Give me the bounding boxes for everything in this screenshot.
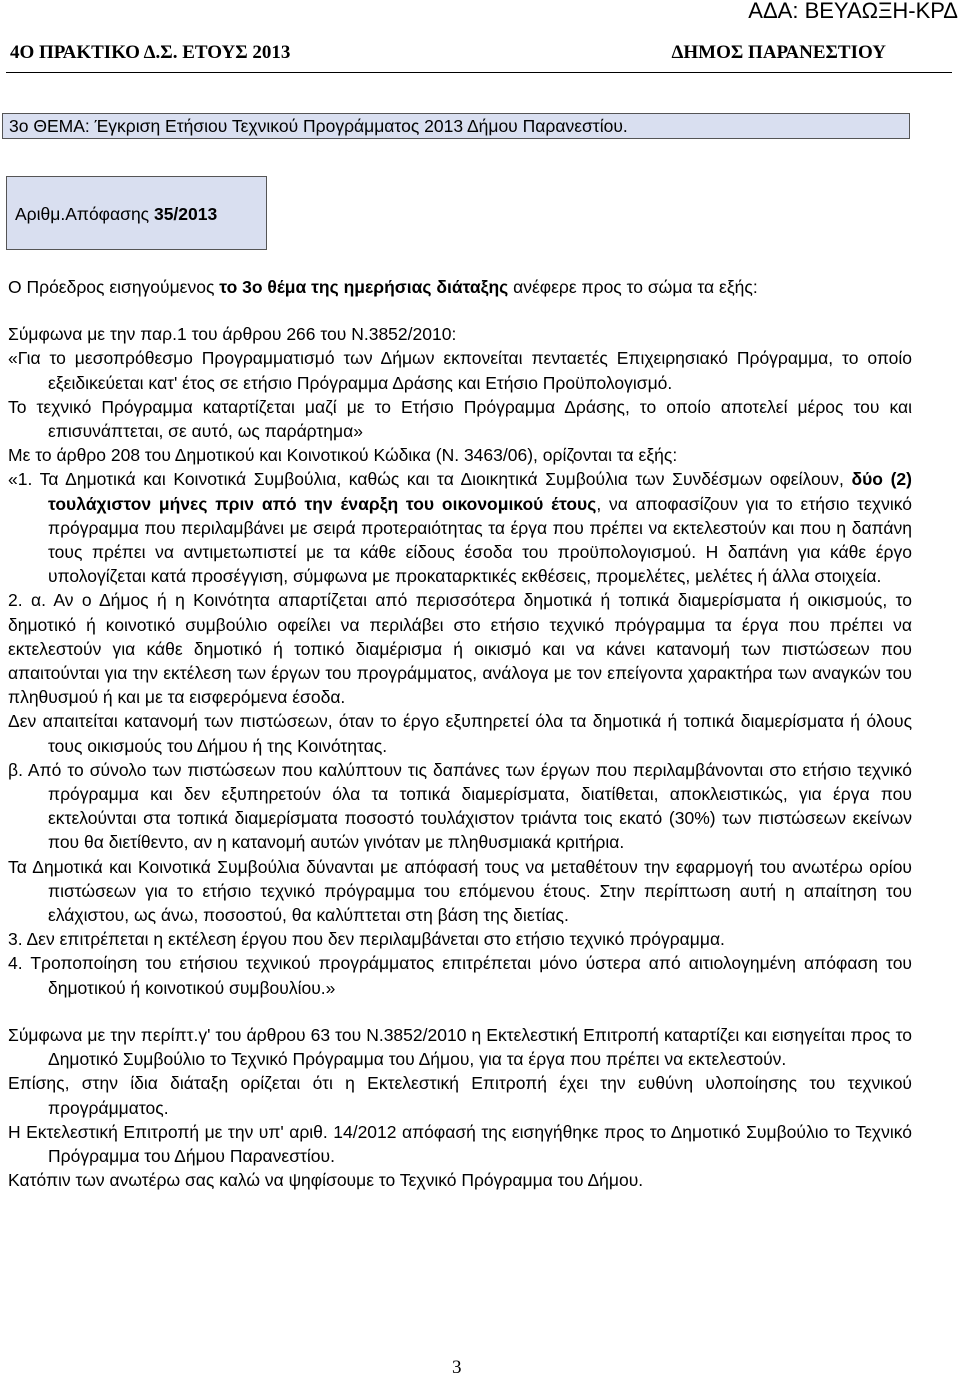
topic-box: 3ο ΘΕΜΑ: Έγκριση Ετήσιου Τεχνικού Προγράμματος 2013 Δήμου Παρανεστίου. xyxy=(2,113,910,139)
document-body xyxy=(8,275,912,1192)
item-1-text-bold: δύο (2) τουλάχιστον μήνες πριν από την έναρξη του οικονομικού έτους xyxy=(48,469,912,514)
intro-paragraph xyxy=(8,275,912,299)
paragraph-article-63: Σύμφωνα με την περίπτ.γ' του άρθρου 63 του Ν.3852/2010 η Εκτελεστική Επιτροπή καταρτίζει και εισηγείται προς το Δημοτικό Συμβούλιο το Τεχνικό Πρόγραμμα του Δήμου, για τα έργα που πρέπει να εκτελεστούν. xyxy=(8,1024,912,1070)
ada-code: ΑΔΑ: ΒΕΥΑΩΞΗ-ΚΡΔ xyxy=(748,0,958,23)
paragraph-item-3: 3. Δεν επιτρέπεται η εκτέλεση έργου που δεν περιλαμβάνεται στο ετήσιο τεχνικό πρόγραμμα. xyxy=(8,929,725,950)
intro-text-a: Ο Πρόεδρος εισηγούμενος xyxy=(8,277,220,297)
paragraph-item-4: 4. Τροποποίηση του ετήσιου τεχνικού προγράμματος επιτρέπεται μόνο ύστερα από αιτιολογημένη απόφαση του δημοτικού ή κοινοτικού συμβουλίου.» xyxy=(8,953,912,998)
item-1-text-c: , να αποφασίζουν για το ετήσιο τεχνικό πρόγραμμα που περιλαμβάνει με σειρά προτεραιότητας τα έργα που πρέπει να εκτελεστούν και που η δαπάνη τους πρέπει να αντιμετωπιστεί με τα κάθε είδους έσοδα του προϋπολογισμού. Η δαπάνη για κάθε έργο υπολογίζεται κατά προσέγγιση, σύμφωνα με προκαταρκτικές εκθέσεις, προμελέτες, μελέτες ή άλλα στοιχεία. xyxy=(48,493,912,587)
paragraph-law-ref: Σύμφωνα με την παρ.1 του άρθρου 266 του Ν.3852/2010: xyxy=(8,324,457,345)
paragraph-no-allocation: Δεν απαιτείται κατανομή των πιστώσεων, όταν το έργο εξυπηρετεί όλα τα δημοτικά ή τοπικά διαμερίσματα ή όλους τους οικισμούς του Δήμου ή της Κοινότητας. xyxy=(8,711,912,756)
paragraph-item-2a: 2. α. Αν ο Δήμος ή η Κοινότητα απαρτίζεται από περισσότερα δημοτικά ή τοπικά διαμερίσματα ή οικισμούς, το δημοτικό ή κοινοτικό συμβούλιο οφείλει να περιλάβει στο ετήσιο τεχνικό πρόγραμμα τα έργα που πρέπει να εκτελεστούν για κάθε δημοτικό ή τοπικό διαμέρισμα ή οικισμό και να κάνει κατανομή των πιστώσεων που απαιτούνται για την εκτέλεση των έργων του προγράμματος, ανάλογα με τον επείγοντα χαρακτήρα των αναγκών του πληθυσμού ή και με τα εισφερόμενα έσοδα. xyxy=(8,590,912,708)
paragraph-committee-decision: Η Εκτελεστική Επιτροπή με την υπ' αριθ. 14/2012 απόφασή της εισηγήθηκε προς το Δημοτικό Συμβούλιο το Τεχνικό Πρόγραμμα του Δήμου Παρανεστίου. xyxy=(8,1121,912,1166)
item-1-text-a: «1. Τα Δημοτικά και Κοινοτικά Συμβούλια, καθώς και τα Διοικητικά Συμβούλια των Συνδέσμων οφείλουν, xyxy=(8,469,852,490)
paragraph-responsibility: Επίσης, στην ίδια διάταξη ορίζεται ότι η Εκτελεστική Επιτροπή έχει την ευθύνη υλοποίησης του τεχνικού προγράμματος. xyxy=(8,1073,912,1118)
paragraph-quote-1: «Για το μεσοπρόθεσμο Προγραμματισμό των Δήμων εκπονείται πενταετές Επιχειρησιακό Πρόγραμμα, το οποίο εξειδικεύεται κατ' έτος σε ετήσιο Πρόγραμμα Δράσης και Ετήσιο Προϋπολογισμό. xyxy=(8,348,912,393)
paragraph-item-2b: β. Από το σύνολο των πιστώσεων που καλύπτουν τις δαπάνες των έργων που περιλαμβάνονται στο ετήσιο τεχνικό πρόγραμμα και δεν εξυπηρετούν όλα τα τοπικά διαμερίσματα, διατίθεται, αποκλειστικώς, για έργα που εκτελούνται στα τοπικά διαμερίσματα ποσοστό τουλάχιστον τριάντα τοις εκατό (30%) των πιστώσεων εκείνων που θα διετίθεντο, αν η κατανομή αυτών γινόταν με πληθυσμιακά κριτήρια. xyxy=(8,759,912,853)
paragraph-closing: Κατόπιν των ανωτέρω σας καλώ να ψηφίσουμε το Τεχνικό Πρόγραμμα του Δήμου. xyxy=(8,1170,644,1191)
intro-text-c: ανέφερε προς το σώμα τα εξής: xyxy=(508,277,758,297)
header-minutes-title: 4Ο ΠΡΑΚΤΙΚΟ Δ.Σ. ΕΤΟΥΣ 2013 xyxy=(10,42,291,63)
page-number: 3 xyxy=(452,1357,462,1378)
paragraph-article-208: Με το άρθρο 208 του Δημοτικού και Κοινοτικού Κώδικα (Ν. 3463/06), ορίζονται τα εξής: xyxy=(8,445,678,466)
header-municipality: ΔΗΜΟΣ ΠΑΡΑΝΕΣΤΙΟΥ xyxy=(671,42,886,63)
paragraph-item-1 xyxy=(8,467,912,588)
decision-label: Αριθμ.Απόφασης xyxy=(15,204,154,224)
paragraph-quote-2: Το τεχνικό Πρόγραμμα καταρτίζεται μαζί με το Ετήσιο Πρόγραμμα Δράσης, το οποίο αποτελεί μέρος του και επισυνάπτεται, σε αυτό, ως παράρτημα» xyxy=(8,396,912,442)
paragraph-councils: Τα Δημοτικά και Κοινοτικά Συμβούλια δύνανται με απόφασή τους να μεταθέτουν την εφαρμογή του ανωτέρω ορίου πιστώσεων για το ετήσιο τεχνικό πρόγραμμα του επόμενου έτους. Στην περίπτωση αυτή η απαίτηση του ελάχιστου, ως άνω, ποσοστού, θα καλύπτεται στη βάση της διετίας. xyxy=(8,856,912,926)
decision-box xyxy=(6,176,267,250)
header-rule xyxy=(6,72,952,73)
decision-number: 35/2013 xyxy=(153,204,218,224)
intro-text-bold: το 3ο θέμα της ημερήσιας διάταξης xyxy=(219,277,509,297)
